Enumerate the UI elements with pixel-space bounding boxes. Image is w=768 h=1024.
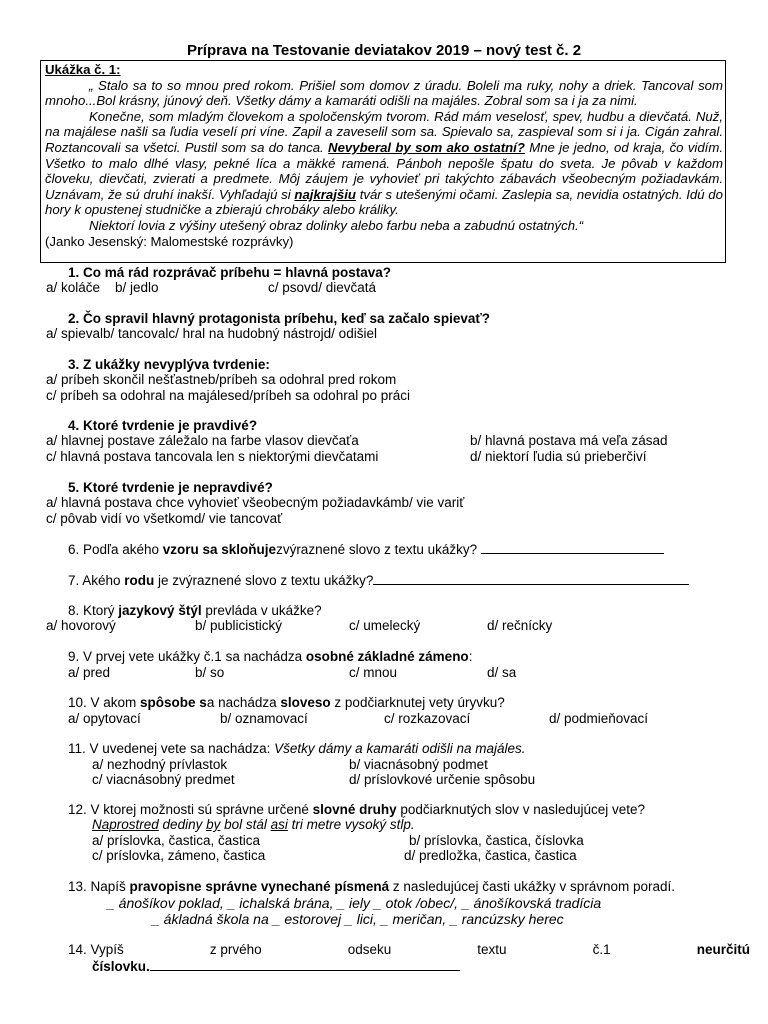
excerpt-box	[40, 60, 726, 263]
q4-option-a: a/ hlavnej postave záležalo na farbe vlasov dievčaťa	[46, 433, 359, 448]
question-1: 1. Co má rád rozprávač príbehu = hlavná postava?	[68, 265, 391, 280]
question-6: 6. Podľa akého vzoru sa skloňujezvýraznené slovo z textu ukážky?	[68, 541, 664, 557]
highlighted-word: najkrajšiu	[294, 186, 356, 202]
question-4: 4. Ktoré tvrdenie je pravdivé?	[68, 418, 258, 433]
q4-option-b: b/ hlavná postava má veľa zásad	[470, 433, 668, 448]
q3-options-cd: c/ príbeh sa odohral na majálesed/príbeh sa odohral po práci	[46, 388, 410, 403]
q8-option-a: a/ hovorový	[46, 618, 116, 633]
q12-option-a: a/ príslovka, častica, častica	[92, 833, 261, 848]
q9-option-b: b/ so	[195, 665, 225, 680]
q10-option-c: c/ rozkazovací	[384, 711, 471, 726]
answer-blank-14[interactable]	[150, 958, 460, 971]
q12-option-b: b/ príslovka, častica, číslovka	[409, 833, 584, 848]
question-7: 7. Akého rodu je zvýraznené slovo z textu ukážky?	[68, 572, 689, 588]
q9-option-d: d/ sa	[487, 665, 517, 680]
q1-option-a: a/ koláče	[46, 280, 101, 295]
question-8: 8. Ktorý jazykový štýl prevláda v ukážke?	[68, 603, 322, 618]
q2-options: a/ spievalb/ tancovalc/ hral na hudobný nástrojd/ odišiel	[46, 326, 377, 341]
excerpt-paragraph-2: Konečne, som mladým človekom a spoločenským tvorom. Rád mám veselosť, spev, hudbu a dievčatá. Nuž, na majálese našli sa ľudia veselí pri víne. Zapil a zaveselil som sa. Spievalo sa, zaspieval som si i ja. Cigán zahral. Roztancovali sa všetci. Pustil som sa do tanca. Nevyberal by som ako ostatní? Mne je jedno, od kraja, čo vidím. Všetko to malo dlhé vlasy, pekné líca a mäkké ramená. Pánboh nepošle špatu do sveta. Je pôvab v každom človeku, dievčati, zvierati a predmete. Môj záujem je vyhovieť pri takýchto zábavách všeobecným požiadavkám. Uznávam, že sú druhí inakší. Vyhľadajú si najkrajšiu tvár s utešenými očami. Zaslepia sa, nevidia ostatných. Idú do hory k opustenej studničke a zbierajú chrobáky alebo králiky.	[45, 108, 723, 218]
q4-option-c: c/ hlavná postava tancovala len s niektorými dievčatami	[46, 449, 379, 464]
q12-sentence: Naprostred dediny by bol stál asi tri metre vysoký stĺp.	[92, 817, 415, 832]
page-title: Príprava na Testovanie deviatakov 2019 – nový test č. 2	[186, 42, 582, 59]
question-10: 10. V akom spôsobe sa nachádza sloveso z podčiarknutej vety úryvku?	[68, 695, 505, 710]
q9-option-a: a/ pred	[68, 665, 111, 680]
question-13: 13. Napíš pravopisne správne vynechané písmená z nasledujúcej časti ukážky v správnom poradí.	[68, 879, 676, 894]
q4-option-d: d/ niektorí ľudia sú prieberčiví	[470, 449, 647, 464]
question-3: 3. Z ukážky nevyplýva tvrdenie:	[68, 357, 270, 372]
q3-options-ab: a/ príbeh skončil nešťastneb/príbeh sa odohral pred rokom	[46, 372, 397, 387]
q12-option-d: d/ predložka, častica, častica	[404, 848, 577, 863]
question-2: 2. Čo spravil hlavný protagonista príbehu, keď sa začalo spievať?	[68, 311, 491, 326]
q5-options-cd: c/ pôvab vidí vo všetkomd/ vie tancovať	[46, 511, 283, 526]
answer-blank-7[interactable]	[373, 572, 689, 585]
q8-option-b: b/ publicistický	[195, 618, 283, 633]
q11-option-b: b/ viacnásobný podmet	[349, 757, 488, 772]
q11-option-a: a/ nezhodný prívlastok	[92, 757, 228, 772]
q1-option-b: b/ jedlo	[115, 280, 159, 295]
q12-option-c: c/ príslovka, zámeno, častica	[92, 848, 266, 863]
q10-option-b: b/ oznamovací	[220, 711, 308, 726]
underlined-sentence: Nevyberal by som ako ostatní?	[328, 139, 525, 155]
question-5: 5. Ktoré tvrdenie je nepravdivé?	[68, 480, 273, 495]
q8-option-c: c/ umelecký	[349, 618, 421, 633]
q1-option-cd: c/ psovd/ dievčatá	[268, 280, 377, 295]
q5-options-ab: a/ hlavná postava chce vyhovieť všeobecným požiadavkámb/ vie variť	[46, 495, 465, 510]
q11-option-d: d/ príslovkové určenie spôsobu	[349, 772, 536, 787]
q14-line-2: číslovku.	[92, 958, 460, 974]
q11-option-c: c/ viacnásobný predmet	[92, 772, 235, 787]
question-14: 14. Vypíš z prvého odseku textu č.1 neurčitú	[68, 942, 750, 957]
excerpt-paragraph-1: „ Stalo sa to so mnou pred rokom. Prišiel som domov z úradu. Boleli ma ruky, nohy a driek. Tancoval som mnoho...Bol krásny, júnový deň. Všetky dámy a kamaráti odišli na majáles. Zobral som sa i ja za nimi.	[45, 77, 723, 109]
question-11: 11. V uvedenej vete sa nachádza: Všetky dámy a kamaráti odišli na majáles.	[68, 741, 526, 756]
q10-option-a: a/ opytovací	[68, 711, 141, 726]
q13-line-1: _ ánošíkov poklad, _ ichalská brána, _ iely _ otok /obec/, _ ánošíkovská tradícia	[107, 895, 602, 911]
answer-blank-6[interactable]	[481, 541, 664, 554]
excerpt-paragraph-3: Niektorí lovia z výšiny utešený obraz dolinky alebo farbu neba a zabudnú ostatných.“	[89, 217, 584, 233]
excerpt-heading: Ukážka č. 1:	[45, 62, 121, 77]
question-12: 12. V ktorej možnosti sú správne určené slovné druhy podčiarknutých slov v nasledujúcej vete?	[68, 802, 646, 817]
q9-option-c: c/ mnou	[349, 665, 398, 680]
q8-option-d: d/ rečnícky	[487, 618, 553, 633]
excerpt-source: (Janko Jesenský: Malomestské rozprávky)	[45, 233, 294, 249]
question-9: 9. V prvej vete ukážky č.1 sa nachádza osobné základné zámeno:	[68, 649, 473, 664]
q13-line-2: _ ákladná škola na _ estorovej _ lici, _ meričan, _ rancúzsky herec	[152, 911, 564, 927]
q10-option-d: d/ podmieňovací	[549, 711, 649, 726]
